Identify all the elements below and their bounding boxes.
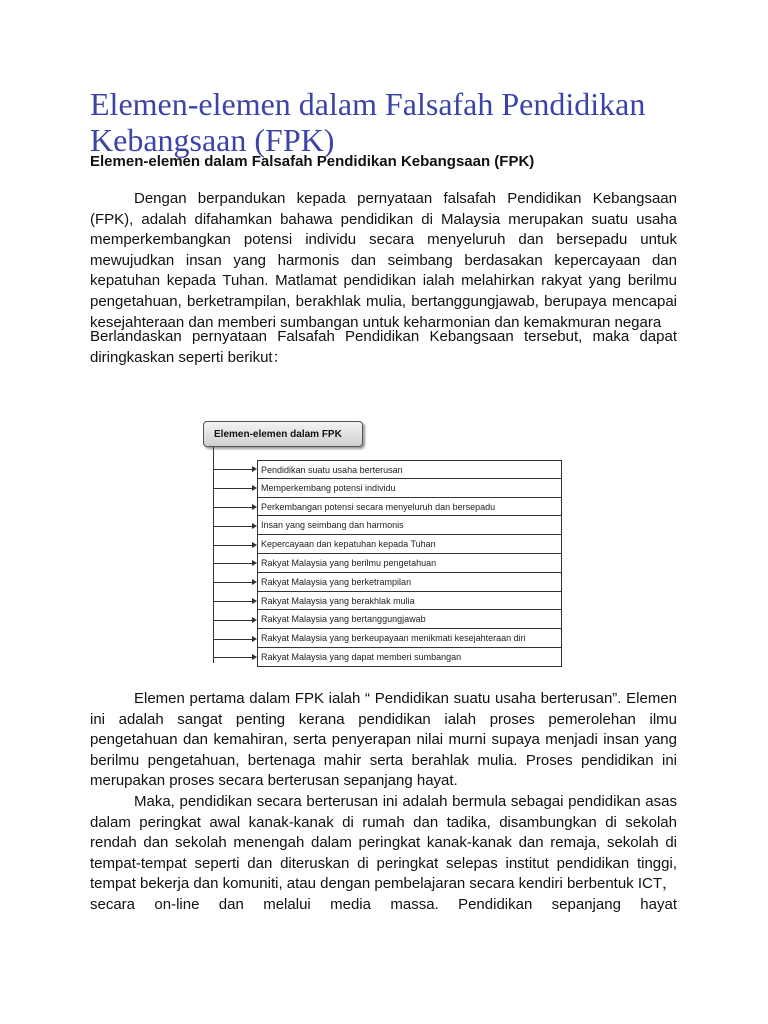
paragraph-first-element: Elemen pertama dalam FPK ialah “ Pendidikan suatu usaha berterusan”. Elemen ini adalah sangat penting kerana pendidikan ialah proses pemerolehan ilmu pengetahuan dan kemahiran, serta penyerapan nilai murni supaya menjadi insan yang berilmu pengetahuan, bertenaga mahir serta berahlak mulia. Proses pendidikan ini merupakan proses secara berterusan sepanjang hayat. (90, 690, 677, 790)
diagram-item: Kepercayaan dan kepatuhan kepada Tuhan (257, 535, 562, 554)
arrow-icon (213, 582, 253, 583)
arrow-icon (213, 657, 253, 658)
paragraph-summary-lead: Berlandaskan pernyataan Falsafah Pendidikan Kebangsaan tersebut, maka dapat diringkaskan seperti berikut： (90, 328, 677, 366)
diagram-item: Rakyat Malaysia yang bertanggungjawab (257, 610, 562, 629)
arrow-icon (213, 469, 253, 470)
diagram-item: Insan yang seimbang dan harmonis (257, 516, 562, 535)
arrow-icon (213, 507, 253, 508)
arrow-icon (213, 526, 253, 527)
diagram-item: Rakyat Malaysia yang berkeupayaan menikmati kesejahteraan diri (257, 629, 562, 648)
arrow-icon (213, 545, 253, 546)
paragraph-intro: Dengan berpandukan kepada pernyataan falsafah Pendidikan Kebangsaan (FPK), adalah difahamkan bahawa pendidikan di Malaysia merupakan suatu usaha memperkembangkan potensi individu secara menyeluruh dan bersepadu untuk mewujudkan insan yang harmonis dan seimbang berdasakan kepercayaan dan kepatuhan kepada Tuhan. Matlamat pendidikan ialah melahirkan rakyat yang berilmu pengetahuan, berketrampilan, berakhlak mulia, bertanggungjawab, berupaya mencapai kesejahteraan dan memberi sumbangan untuk keharmonian dan kemakmuran negara (90, 190, 677, 331)
diagram-item: Memperkembang potensi individu (257, 479, 562, 498)
arrow-icon (213, 620, 253, 621)
arrow-icon (213, 639, 253, 640)
arrow-icon (213, 488, 253, 489)
diagram-header: Elemen-elemen dalam FPK (203, 421, 363, 447)
arrow-icon (213, 563, 253, 564)
page-title: Elemen-elemen dalam Falsafah Pendidikan Kebangsaan (FPK) (90, 86, 646, 158)
diagram-item: Rakyat Malaysia yang berilmu pengetahuan (257, 554, 562, 573)
arrow-icon (213, 601, 253, 602)
diagram-element-list (257, 460, 562, 667)
diagram-item: Rakyat Malaysia yang berketrampilan (257, 573, 562, 592)
section-heading: Elemen-elemen dalam Falsafah Pendidikan Kebangsaan (FPK) (90, 153, 535, 170)
diagram-item: Pendidikan suatu usaha berterusan (257, 460, 562, 479)
diagram-item: Rakyat Malaysia yang dapat memberi sumbangan (257, 648, 562, 667)
diagram-connector-line (213, 447, 214, 663)
diagram-item: Rakyat Malaysia yang berakhlak mulia (257, 592, 562, 611)
diagram-item: Perkembangan potensi secara menyeluruh dan bersepadu (257, 498, 562, 517)
paragraph-continuing-education: Maka, pendidikan secara berterusan ini adalah bermula sebagai pendidikan asas dalam peringkat awal kanak-kanak di rumah dan tadika, disambungkan di sekolah rendah dan sekolah menengah dalam peringkat kanak-kanak dan remaja, sekolah di tempat-tempat seperti dan diteruskan di peringkat selepas institut pendidikan tinggi, tempat bekerja dan komuniti, atau dengan pembelajaran secara kendiri berbentuk ICT，secara on-line dan melalui media massa. Pendidikan sepanjang hayat (90, 793, 678, 913)
